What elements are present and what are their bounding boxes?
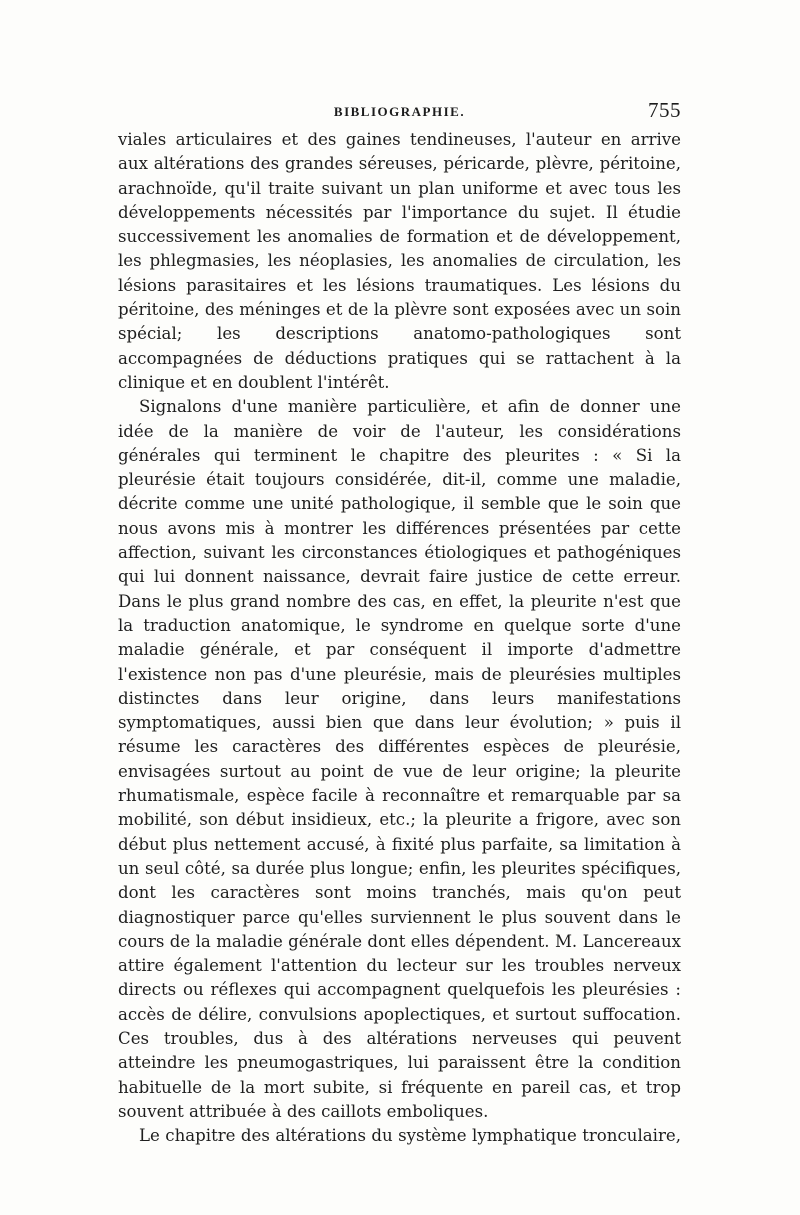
paragraph-lymphatique: Le chapitre des altérations du système lymphatique tronculaire, xyxy=(139,1126,681,1146)
page-header xyxy=(118,98,681,124)
body-text xyxy=(118,128,681,1148)
paragraph-continuation: viales articulaires et des gaines tendineuses, l'auteur en arrive aux altérations des grandes séreuses, péricarde, plèvre, péritoine, arachnoïde, qu'il traite suivant un plan uniforme et avec tous les développements nécessités par l'importance du sujet. Il étudie successivement les anomalies de formation et de développement, les phlegmasies, les néoplasies, les anomalies de circulation, les lésions parasitaires et les lésions traumatiques. Les lésions du péritoine, des méninges et de la plèvre sont exposées avec un soin spécial; les descriptions anatomo-pathologiques sont accompagnées de déductions pratiques qui se rattachent à la clinique et en doublent l'intérêt. xyxy=(118,130,681,392)
paragraph-pleurites: Signalons d'une manière particulière, et afin de donner une idée de la manière de voir de l'auteur, les considérations générales qui terminent le chapitre des pleurites : « Si la pleurésie était toujours considérée, dit-il, comme une maladie, décrite comme une unité pathologique, il semble que le soin que nous avons mis à montrer les différences présentées par cette affection, suivant les circonstances étiologiques et pathogéniques qui lui donnent naissance, devrait faire justice de cette erreur. Dans le plus grand nombre des cas, en effet, la pleurite n'est que la traduction anatomique, le syndrome en quelque sorte d'une maladie générale, et par conséquent il importe d'admettre l'existence non pas d'une pleurésie, mais de pleurésies multiples distinctes dans leur origine, dans leurs manifestations symptomatiques, aussi bien que dans leur évolution; » puis il résume les caractères des différentes espèces de pleurésie, envisagées surtout au point de vue de leur origine; la pleurite rhumatismale, espèce facile à reconnaître et remarquable par sa mobilité, son début insidieux, etc.; la pleurite a frigore, avec son début plus nettement accusé, à fixité plus parfaite, sa limitation à un seul côté, sa durée plus longue; enfin, les pleurites spécifiques, dont les caractères sont moins tranchés, mais qu'on peut diagnostiquer parce qu'elles surviennent le plus souvent dans le cours de la maladie générale dont elles dépendent. M. Lancereaux attire également l'attention du lecteur sur les troubles nerveux directs ou réflexes qui accompagnent quelquefois les pleurésies : accès de délire, convulsions apoplectiques, et surtout suffocation. Ces troubles, dus à des altérations nerveuses qui peuvent atteindre les pneumogastriques, lui paraissent être la condition habituelle de la mort subite, si fréquente en pareil cas, et trop souvent attribuée à des caillots emboliques. xyxy=(118,397,681,1121)
page-number: 755 xyxy=(648,98,681,122)
running-title: BIBLIOGRAPHIE. xyxy=(333,104,466,119)
